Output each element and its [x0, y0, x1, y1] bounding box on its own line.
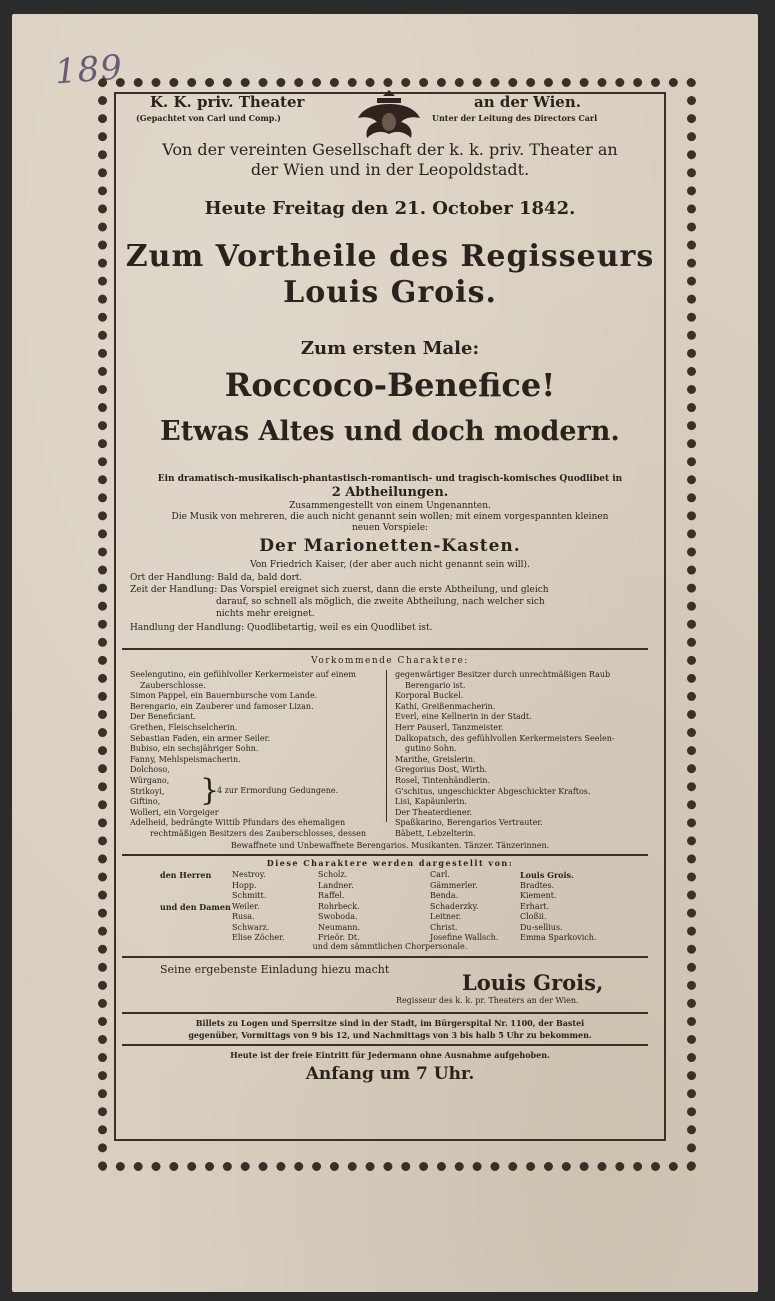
character-entry: Dolchoso, [130, 765, 170, 775]
cast-member: Scholz. [318, 870, 348, 879]
cast-member: Kiement. [520, 891, 557, 900]
cast-heading: Diese Charaktere werden dargestellt von: [266, 858, 514, 868]
character-entry: Der Beneficiant. [130, 712, 197, 722]
cast-label-women: und den Damen [160, 902, 231, 912]
archive-number-marginalia: 189 [53, 47, 125, 93]
assassins-note: 4 zur Ermordung Gedungene. [217, 786, 339, 795]
character-entry: Simon Pappel, ein Bauernbursche vom Lande. [130, 691, 318, 701]
characters-heading: Vorkommende Charaktere: [311, 656, 469, 666]
start-time: Anfang um 7 Uhr. [305, 1064, 475, 1084]
cast-member: Swoboda. [318, 912, 358, 921]
character-entry: Wolleri, ein Vorgeiger [130, 807, 219, 817]
character-entry: Lisi, Kapäunlerin. [395, 797, 467, 807]
character-entry: Everl, eine Kellnerin in der Stadt. [395, 712, 532, 722]
benefit-line-2: Louis Grois. [283, 275, 497, 310]
description-music: Die Musik von mehreren, die auch nicht genannt sein wollen; mit einem vorgespannten kleinen [171, 512, 609, 522]
premiere-note: Zum ersten Male: [300, 338, 480, 359]
brace-symbol: } [200, 773, 220, 808]
character-entry: rechtmäßigen Besitzers des Zauberschlosses, dessen [150, 829, 366, 838]
character-entry: Zauberschlosse. [140, 680, 206, 690]
prelude-title: Der Marionetten-Kasten. [259, 536, 521, 556]
divider [122, 648, 648, 650]
play-title: Roccoco-Benefice! [224, 366, 556, 404]
cast-member: Bradtes. [520, 880, 555, 890]
character-entry: Grethen, Fleischselcherin. [130, 723, 238, 732]
character-entry: Spaßkarino, Berengarios Vertrauter. [395, 818, 543, 828]
character-entry: Bubiso, ein sechsjähriger Sohn. [130, 744, 259, 754]
ticket-info-2: gegenüber, Vormittags von 9 bis 12, und Nachmittags von 3 bis halb 5 Uhr zu bekommen. [188, 1030, 592, 1040]
time-of-action-2: darauf, so schnell als möglich, die zweite Abtheilung, nach welcher sich [216, 597, 545, 607]
character-entry: gegenwärtiger Besitzer durch unrechtmäßigen Raub [395, 670, 611, 679]
ticket-info-1: Billets zu Logen und Sperrsitze sind in der Stadt, im Bürgerspital Nr. 1100, der Bastei [195, 1018, 585, 1028]
imperial-eagle-icon [355, 86, 423, 144]
prelude-author: Von Friedrich Kaiser, (der aber auch nicht genannt sein will). [250, 560, 530, 570]
header-right-subtitle: Unter der Leitung des Directors Carl [432, 113, 598, 123]
place-of-action: Ort der Handlung: Bald da, bald dort. [130, 573, 303, 583]
header-left-subtitle: (Gepachtet von Carl und Comp.) [136, 113, 281, 123]
description-prelude-intro: neuen Vorspiele: [351, 523, 429, 533]
character-entry: Dalkopatsch, des gefühlvollen Kerkermeisters Seelen- [395, 733, 615, 743]
cast-member: Louis Grois. [520, 870, 574, 880]
cast-member: Elise Zöcher. [232, 933, 285, 942]
company-line-1: Von der vereinten Gesellschaft der k. k. priv. Theater an [162, 140, 618, 159]
cast-member: Schwarz. [232, 922, 270, 932]
cast-member: Frieör. Dt. [318, 933, 360, 942]
character-entry: Bäbett, Lebzelterin. [395, 829, 476, 838]
character-entry: Korporal Buckel. [395, 691, 464, 701]
divider [122, 956, 648, 958]
column-divider [386, 670, 387, 822]
cast-member: Josefine Wallsch. [430, 933, 499, 942]
character-entry: gutino Sohn. [405, 744, 457, 754]
character-entry: Adelheid, bedrängte Wittib Pfundars des ehemaligen [130, 818, 346, 828]
cast-member: Schaderzky. [430, 901, 479, 911]
divider [122, 1044, 648, 1046]
description-line-1: Ein dramatisch-musikalisch-phantastisch-romantisch- und tragisch-komisches Quodlibet in [157, 474, 623, 484]
character-entry: Giftino, [130, 797, 161, 807]
play-subtitle: Etwas Altes und doch modern. [160, 416, 620, 447]
character-entry: Gregorius Dost, Wirth. [395, 765, 488, 775]
cast-member: Neumann. [318, 922, 361, 932]
invitation-text: Seine ergebenste Einladung hiezu macht [160, 963, 390, 976]
cast-member: Du-sellius. [520, 922, 563, 932]
cast-member: Rusa. [232, 912, 255, 921]
cast-member: Emma Sparkovich. [520, 933, 597, 942]
cast-member: Weiler. [232, 901, 260, 911]
character-entry: Rosel, Tintenhändlerin. [395, 776, 491, 785]
divider [122, 1012, 648, 1014]
character-entry: Sebastian Faden, ein armer Seiler. [130, 733, 271, 743]
character-entry: Fanny, Mehlspeismacherin. [130, 754, 241, 764]
plot-of-action: Handlung der Handlung: Quodlibetartig, weil es ein Quodlibet ist. [130, 623, 433, 633]
cast-member: Leitner. [430, 912, 462, 921]
cast-member: Benda. [430, 891, 459, 900]
cast-member: Schmitt. [232, 891, 267, 900]
character-entry: Kathi, Greißenmacherin. [395, 701, 496, 711]
performance-date: Heute Freitag den 21. October 1842. [204, 198, 576, 219]
character-entry: Berengario, ein Zauberer und famoser Lizan. [130, 701, 314, 711]
character-entry: Herr Pauserl, Tanzmeister. [395, 723, 504, 732]
character-entry: Würgano, [130, 776, 170, 785]
cast-footer: und dem sämmtlichen Chorpersonale. [312, 942, 468, 951]
free-entry-notice: Heute ist der freie Eintritt für Jedermann ohne Ausnahme aufgehoben. [230, 1050, 550, 1060]
cast-member: Nestroy. [232, 870, 266, 879]
cast-member: Gämmerler. [430, 880, 478, 890]
company-line-2: der Wien und in der Leopoldstadt. [250, 160, 530, 179]
description-compiler: Zusammengestellt von einem Ungenannten. [289, 501, 491, 511]
character-entry: Der Theaterdiener. [395, 807, 473, 817]
cast-label-men: den Herren [160, 870, 212, 880]
characters-footer: Bewaffnete und Unbewaffnete Berengarios. Musikanten. Tänzer. Tänzerinnen. [230, 841, 550, 850]
character-entry: Marithe, Greislerin. [395, 754, 476, 764]
character-entry: G'schitus, ungeschickter Abgeschickter Kraftos. [395, 786, 591, 796]
character-entry: Seelengutino, ein gefühlvoller Kerkermeister auf einem [130, 670, 356, 679]
time-of-action-1: Zeit der Handlung: Das Vorspiel ereignet sich zuerst, dann die erste Abtheilung, und gleich [130, 585, 549, 595]
cast-member: Carl. [430, 870, 450, 879]
header-left-title: K. K. priv. Theater [150, 93, 305, 111]
time-of-action-3: nichts mehr ereignet. [216, 609, 315, 619]
cast-member: Christ. [430, 922, 458, 932]
cast-member: Cloßii. [520, 912, 547, 921]
cast-member: Landner. [318, 880, 354, 890]
header-right-title: an der Wien. [474, 93, 581, 111]
description-acts: 2 Abtheilungen. [331, 485, 449, 500]
benefit-line-1: Zum Vortheile des Regisseurs [125, 239, 655, 274]
invitation-role: Regisseur des k. k. pr. Theaters an der Wien. [396, 996, 579, 1005]
cast-member: Erhart. [520, 901, 550, 911]
character-entry: Strikoyi, [130, 786, 165, 796]
invitation-name: Louis Grois, [462, 970, 604, 995]
cast-member: Raffel. [318, 891, 345, 900]
character-entry: Berengario ist. [405, 680, 466, 690]
divider [122, 854, 648, 856]
cast-member: Hopp. [232, 880, 257, 890]
cast-member: Rohrbeck. [318, 901, 360, 911]
